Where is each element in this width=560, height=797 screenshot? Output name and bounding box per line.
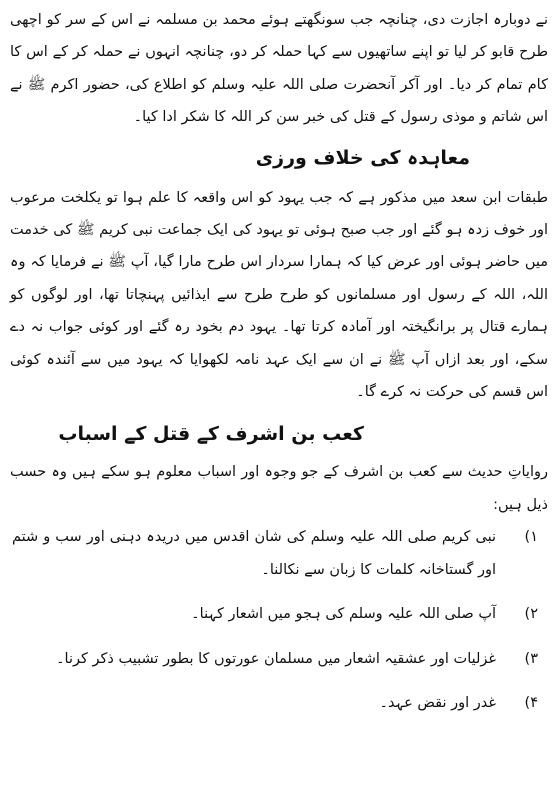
paragraph-top: نے دوبارہ اجازت دی، چنانچہ جب سونگھتے ہوئے محمد بن مسلمہ نے اس کے سر کو اچھی طرح قابو کر لیا تو اپنے ساتھیوں سے کہا حملہ کر دو، چنانچہ انہوں نے حملہ کر کے اس کا کام تمام کر دیا۔ اور آکر آنحضرت صلی اللہ علیہ وسلم کو اطلاع کی، حضور اکرم ﷺ نے اس شاتم و موذی رسول کے قتل کی خبر سن کر اللہ کا شکر ادا کیا۔ (10, 12, 548, 126)
list-item-number: ۱) (524, 529, 538, 546)
list-item-number: ۲) (524, 606, 538, 623)
list-item-text: آپ صلی اللہ علیہ وسلم کی ہجو میں اشعار کہنا۔ (191, 606, 496, 623)
list-item-text: نبی کریم صلی اللہ علیہ وسلم کی شان اقدس میں دریدہ دہنی اور سب و شتم اور گستاخانہ کلمات کا زبان سے نکالنا۔ (12, 529, 496, 578)
list-item-text: غدر اور نقض عہد۔ (379, 694, 496, 711)
list-item-number: ۴) (524, 694, 538, 711)
reasons-list (8, 521, 552, 719)
heading-treaty-violation: معاہدہ کی خلاف ورزی (255, 146, 470, 169)
list-item (8, 687, 552, 719)
heading-causes-of-killing: کعب بن اشرف کے قتل کے اسباب (58, 423, 364, 446)
list-item (8, 521, 552, 586)
paragraph-causes-intro: روایاتِ حدیث سے کعب بن اشرف کے جو وجوہ اور اسباب معلوم ہو سکے ہیں وہ حسب ذیل ہیں: (10, 464, 548, 513)
list-item (8, 643, 552, 675)
list-item-number: ۳) (524, 650, 538, 667)
list-item (8, 598, 552, 630)
list-item-text: غزلیات اور عشقیہ اشعار میں مسلمان عورتوں کا بطور تشبیب ذکر کرنا۔ (56, 650, 496, 667)
paragraph-treaty: طبقات ابن سعد میں مذکور ہے کہ جب یہود کو اس واقعہ کا علم ہوا تو یکلخت مرعوب اور خوف زدہ ہو گئے اور جب صبح ہوئی تو یہود کی ایک جماعت نبی کریم ﷺ کی خدمت میں حاضر ہوئی اور عرض کیا کہ ہمارا سردار اس طرح مارا گیا، آپ ﷺ نے فرمایا کہ وہ اللہ، اللہ کے رسول اور مسلمانوں کو طرح طرح سے ایذائیں پہنچاتا تھا، اور لوگوں کو ہمارے قتال پر برانگیختہ اور آمادہ کرتا تھا۔ یہود دم بخود رہ گئے اور کوئی جواب نہ دے سکے، اور بعد ازاں آپ ﷺ نے ان سے ایک عہد نامہ لکھوایا کہ یہود میں سے آئندہ کوئی اس قسم کی حرکت نہ کرے گا۔ (10, 189, 548, 401)
